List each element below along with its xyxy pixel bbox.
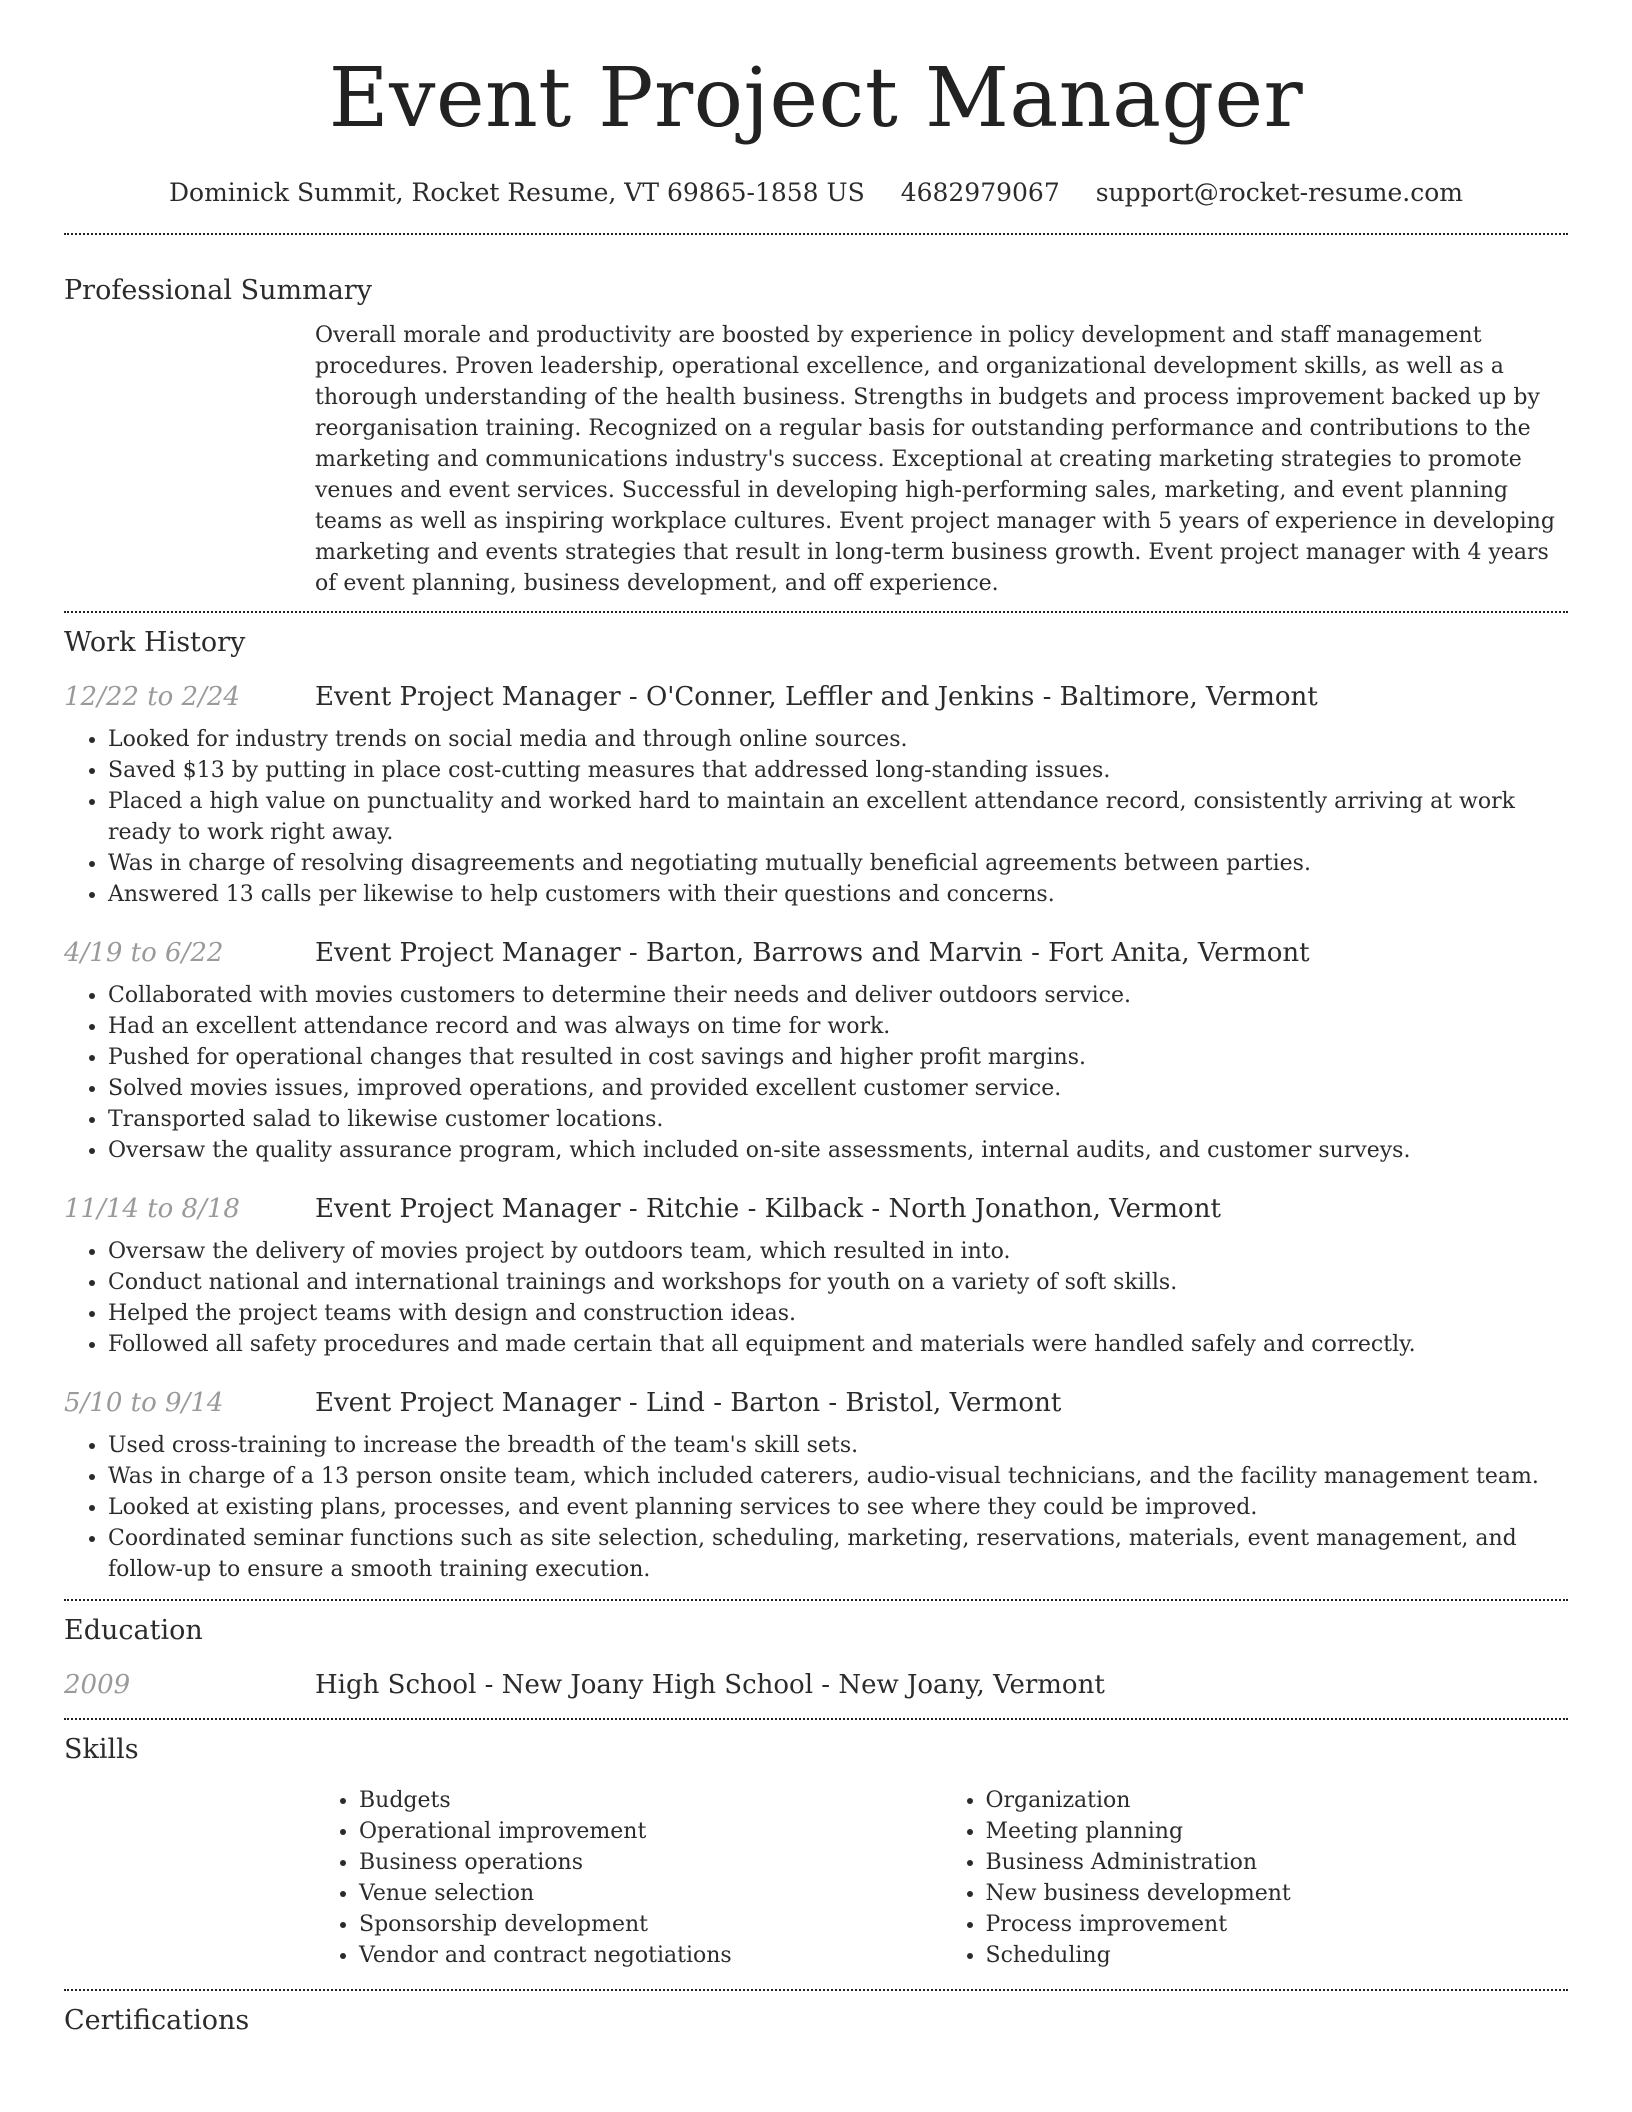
job-entry <box>64 1388 1568 1585</box>
job-dates: 4/19 to 6/22 <box>64 938 224 968</box>
job-title: Event Project Manager - Barton, Barrows and Marvin - Fort Anita, Vermont <box>315 938 1310 968</box>
job-bullets <box>64 980 1568 1166</box>
list-item: • Followed all safety procedures and made certain that all equipment and materials were handled safely and correctly. <box>108 1329 1568 1360</box>
skills-heading: Skills <box>64 1734 139 1765</box>
job-bullets <box>64 724 1568 910</box>
summary-paragraph: Overall morale and productivity are boosted by experience in policy development and staff management procedures. Proven leadership, operational excellence, and organizational development skills, as well as a thorough understanding of the health business. Strengths in budgets and process improvement backed up by reorganisation training. Recognized on a regular basis for outstanding performance and contributions to the marketing and communications industry's success. Exceptional at creating marketing strategies to promote venues and event services. Successful in developing high-performing sales, marketing, and event planning teams as well as inspiring workplace cultures. Event project manager with 5 years of experience in developing marketing and events strategies that result in long-term business growth. Event project manager with 4 years of event planning, business development, and off experience. <box>315 323 1555 596</box>
skills-column-right <box>942 1785 1569 1971</box>
list-item: • Oversaw the quality assurance program, which included on-site assessments, internal audits, and customer surveys. <box>108 1135 1568 1166</box>
contact-line <box>64 178 1568 207</box>
list-item: • Organization <box>986 1785 1569 1816</box>
divider <box>64 1718 1568 1720</box>
education-entry <box>64 1670 1568 1700</box>
list-item: • Was in charge of resolving disagreements and negotiating mutually beneficial agreements between parties. <box>108 848 1568 879</box>
list-item: • Oversaw the delivery of movies project by outdoors team, which resulted in into. <box>108 1236 1568 1267</box>
list-item: • Looked at existing plans, processes, and event planning services to see where they could be improved. <box>108 1492 1568 1523</box>
address-text: Dominick Summit, Rocket Resume, VT 69865-1858 US <box>168 178 865 207</box>
job-dates: 11/14 to 8/18 <box>64 1194 240 1224</box>
divider <box>64 233 1568 235</box>
education-heading: Education <box>64 1615 203 1646</box>
job-title: Event Project Manager - Ritchie - Kilback - North Jonathon, Vermont <box>315 1194 1221 1224</box>
list-item: • Collaborated with movies customers to determine their needs and deliver outdoors service. <box>108 980 1568 1011</box>
job-dates: 5/10 to 9/14 <box>64 1388 224 1418</box>
list-item: • Meeting planning <box>986 1816 1569 1847</box>
skills-column-left <box>315 1785 942 1971</box>
job-entry <box>64 938 1568 1166</box>
summary-heading: Professional Summary <box>64 275 372 306</box>
list-item: • Used cross-training to increase the breadth of the team's skill sets. <box>108 1430 1568 1461</box>
list-item: • Solved movies issues, improved operations, and provided excellent customer service. <box>108 1073 1568 1104</box>
list-item: • Business operations <box>359 1847 942 1878</box>
list-item: • Process improvement <box>986 1909 1569 1940</box>
job-title: Event Project Manager - Lind - Barton - Bristol, Vermont <box>315 1388 1062 1418</box>
divider <box>64 1599 1568 1601</box>
list-item: • New business development <box>986 1878 1569 1909</box>
list-item: • Budgets <box>359 1785 942 1816</box>
job-title: Event Project Manager - O'Conner, Leffler and Jenkins - Baltimore, Vermont <box>315 682 1318 712</box>
education-school: High School - New Joany High School - New Joany, Vermont <box>315 1670 1105 1700</box>
list-item: • Looked for industry trends on social media and through online sources. <box>108 724 1568 755</box>
skills-list <box>315 1785 1568 1971</box>
list-item: • Operational improvement <box>359 1816 942 1847</box>
divider <box>64 611 1568 613</box>
email-text: support@rocket-resume.com <box>1095 178 1464 207</box>
list-item: • Business Administration <box>986 1847 1569 1878</box>
certifications-heading: Certifications <box>64 2005 250 2036</box>
resume-page <box>64 0 1568 2036</box>
list-item: • Sponsorship development <box>359 1909 942 1940</box>
list-item: • Coordinated seminar functions such as site selection, scheduling, marketing, reservations, materials, event management, and follow-up to ensure a smooth training execution. <box>108 1523 1568 1585</box>
job-bullets <box>64 1236 1568 1360</box>
list-item: • Helped the project teams with design and construction ideas. <box>108 1298 1568 1329</box>
list-item: • Pushed for operational changes that resulted in cost savings and higher profit margins. <box>108 1042 1568 1073</box>
work-history-heading: Work History <box>64 627 246 658</box>
list-item: • Scheduling <box>986 1940 1569 1971</box>
list-item: • Was in charge of a 13 person onsite team, which included caterers, audio-visual technicians, and the facility management team. <box>108 1461 1568 1492</box>
job-dates: 12/22 to 2/24 <box>64 682 240 712</box>
job-entry <box>64 1194 1568 1360</box>
list-item: • Transported salad to likewise customer locations. <box>108 1104 1568 1135</box>
list-item: • Answered 13 calls per likewise to help customers with their questions and concerns. <box>108 879 1568 910</box>
list-item: • Conduct national and international trainings and workshops for youth on a variety of soft skills. <box>108 1267 1568 1298</box>
list-item: • Venue selection <box>359 1878 942 1909</box>
phone-text: 4682979067 <box>900 178 1060 207</box>
list-item: • Saved $13 by putting in place cost-cutting measures that addressed long-standing issues. <box>108 755 1568 786</box>
job-bullets <box>64 1430 1568 1585</box>
list-item: • Placed a high value on punctuality and worked hard to maintain an excellent attendance record, consistently arriving at work ready to work right away. <box>108 786 1568 848</box>
list-item: • Vendor and contract negotiations <box>359 1940 942 1971</box>
education-year: 2009 <box>64 1670 131 1700</box>
list-item: • Had an excellent attendance record and was always on time for work. <box>108 1011 1568 1042</box>
resume-title: Event Project Manager <box>328 51 1304 146</box>
divider <box>64 1989 1568 1991</box>
job-entry <box>64 682 1568 910</box>
